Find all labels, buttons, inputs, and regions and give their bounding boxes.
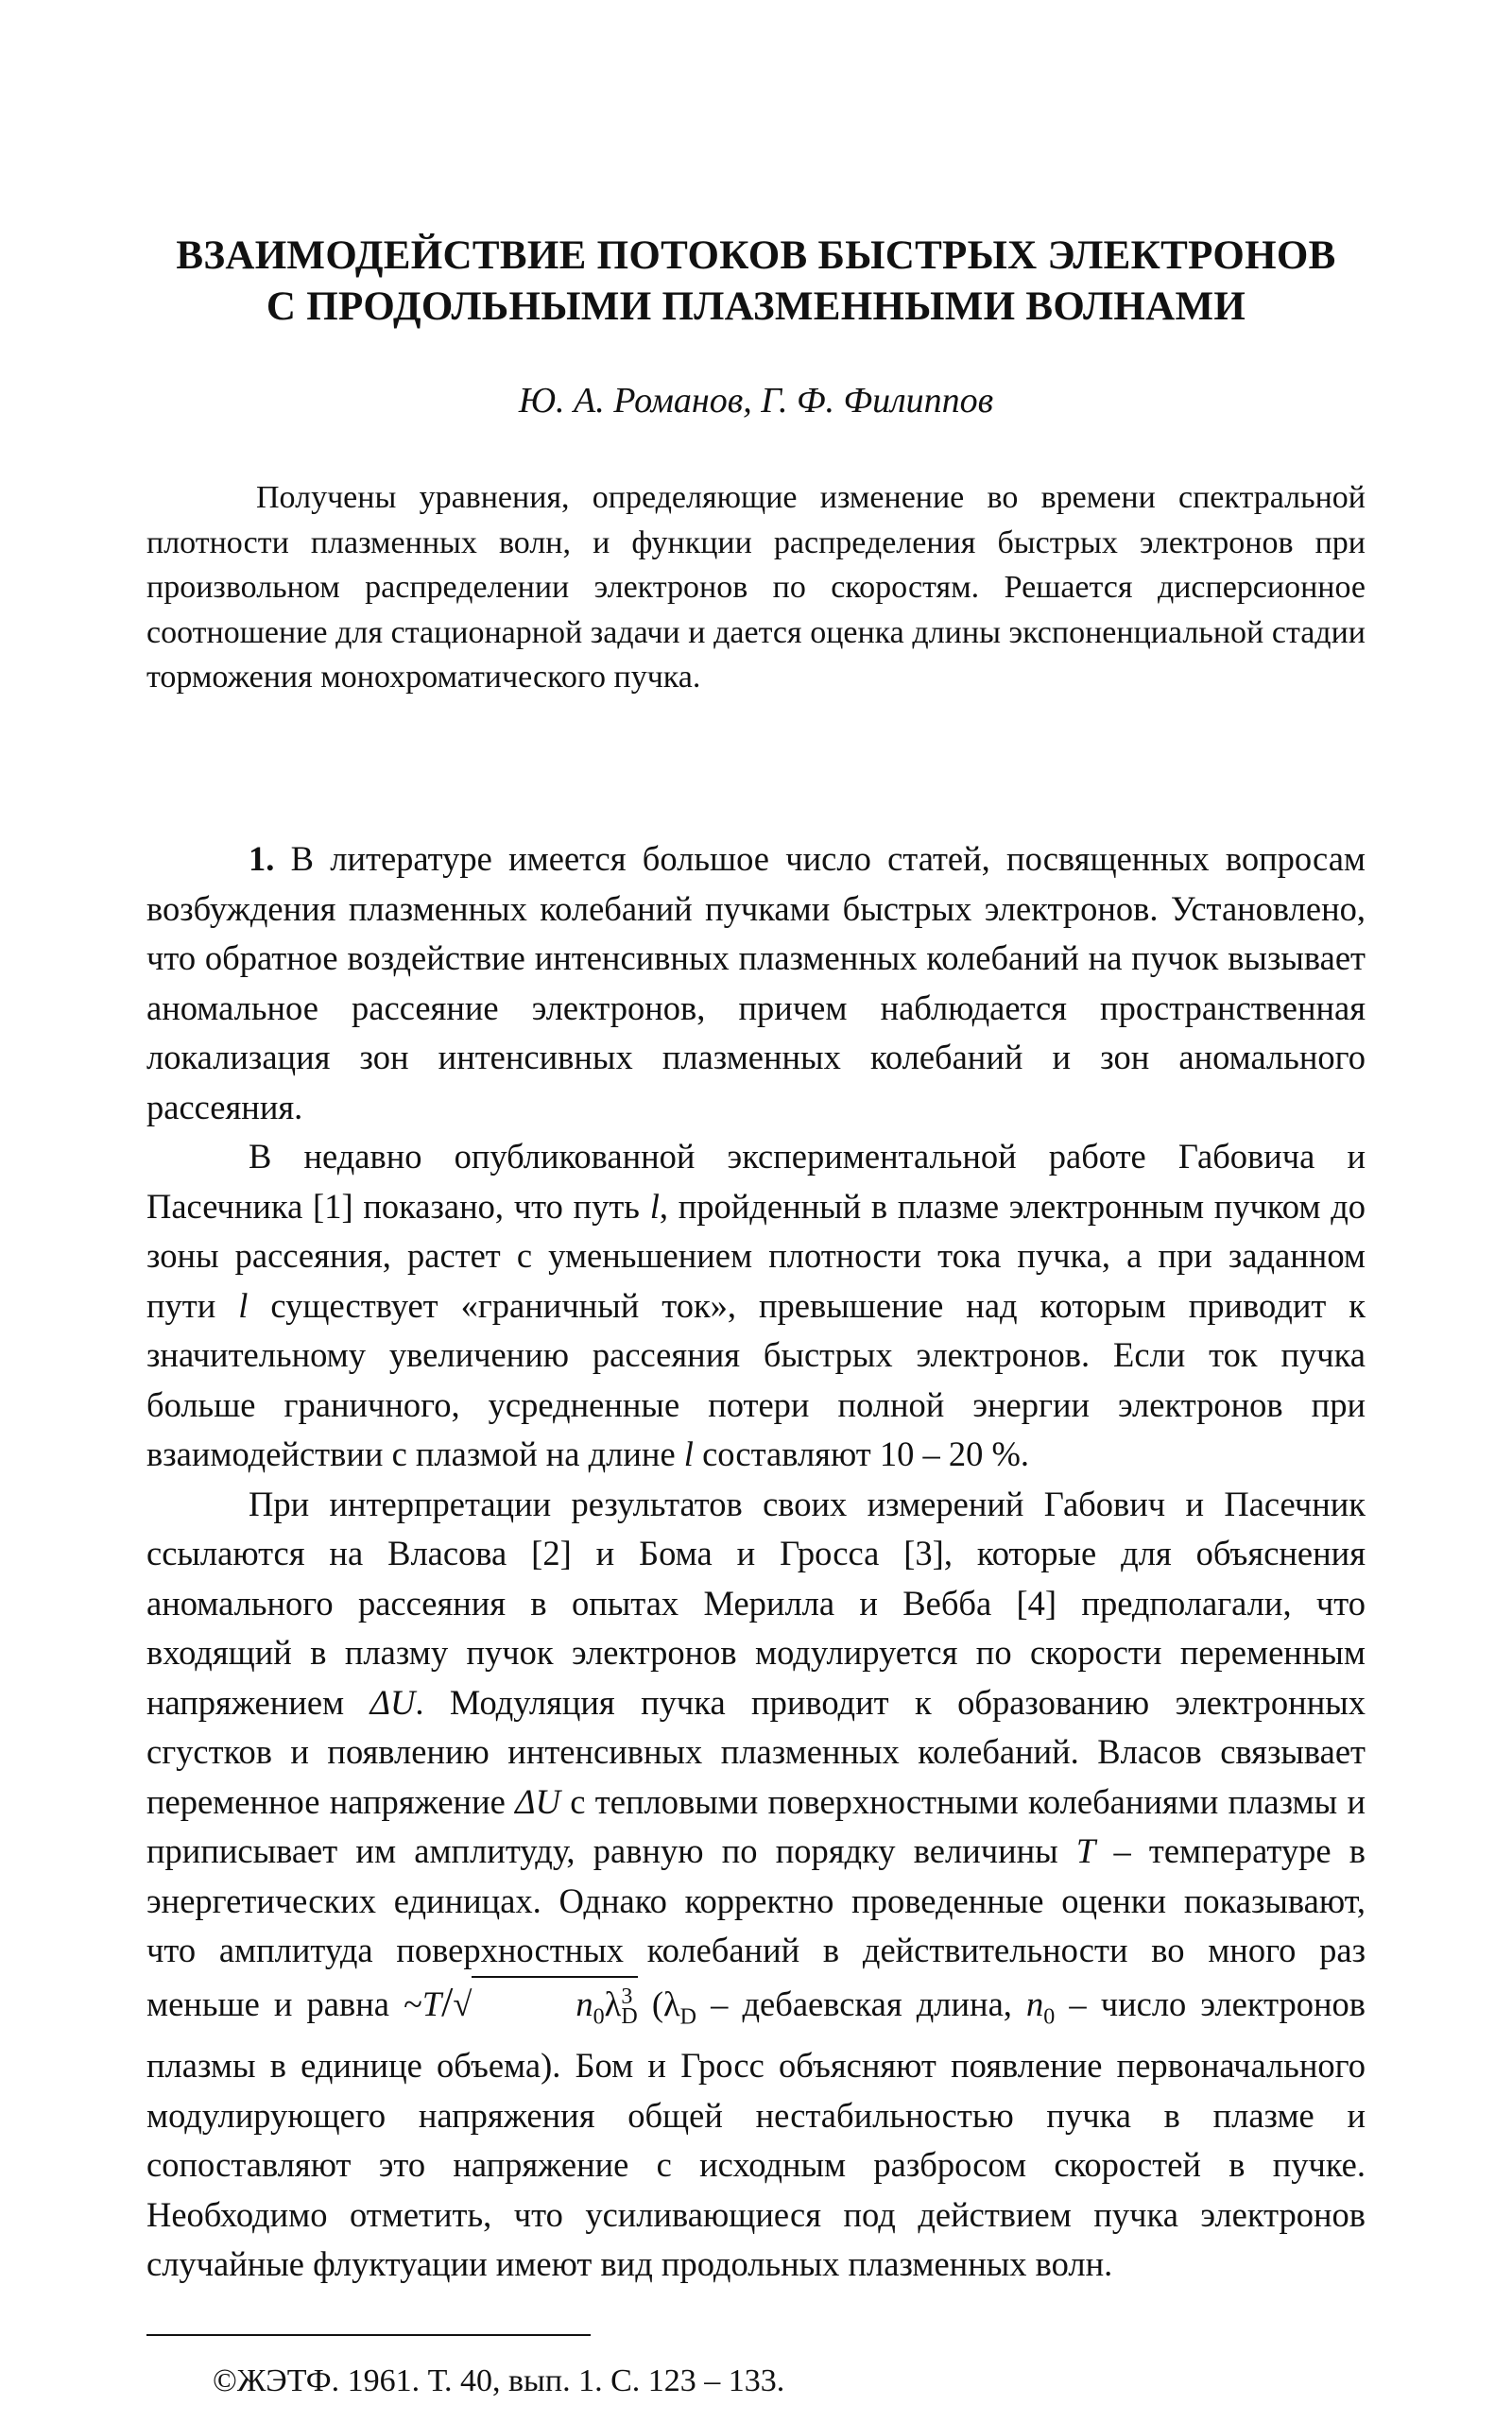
p3-text-c: с тепловыми поверхностными колебаниями плазмы и приписывает им амплитуду, равную по порядку величины: [146, 1781, 1366, 1870]
p3-text-g: – число: [1069, 1984, 1187, 2023]
var-delta-u: ΔU: [369, 1682, 416, 1722]
article-title: [94, 231, 1418, 333]
footnote-citation: ©ЖЭТФ. 1961. Т. 40, вып. 1. С. 123 – 133.: [213, 2363, 785, 2398]
var-n0: n: [1026, 1984, 1044, 2023]
p3-text-a: При интерпретации результатов своих измерений Габович и Пасечник ссылаются на Власова [2] и Бома и Гросса [3], которые для объяснения аномального рассеяния в опытах Мерилла и Вебба [4] предполагали, что входящий в плазму пучок электронов модулируется по скорости переменным напряжением: [146, 1484, 1366, 1722]
var-l: l: [238, 1285, 249, 1325]
p3-text-b: . Модуляция пучка приводит к образованию электронных сгустков и появлению интенсивных плазменных колебаний. Власов связывает переменное напряжение: [146, 1682, 1366, 1821]
paragraph-1-text: В литературе имеется большое число статей, посвященных вопросам возбуждения плазменных колебаний пучками быстрых электронов. Установлено, что обратное воздействие интенсивных плазменных колебаний на пучок вызывает аномальное рассеяние электронов, причем наблюдается пространственная локализация зон интенсивных плазменных колебаний и зон аномального рассеяния.: [146, 839, 1366, 1126]
p3-text-h: электронов плазмы в единице объема). Бом и Гросс объясняют появление первоначального модулирующего напряжения общей нестабильностью пучка в плазме и сопоставляют это напряжение с исходным разбросом скоростей в пучке. Необходимо отметить, что усиливающиеся под действием пучка электронов случайные флуктуации имеют вид продольных плазменных волн.: [146, 1984, 1366, 2284]
p3-formula-pre: во много раз меньше и равна ~: [146, 1931, 1366, 2023]
p2-text-b: , пройденный в плазме электронным пучком до зоны рассеяния, растет с уменьшением плотности тока пучка, а при заданном пути: [146, 1186, 1366, 1325]
title-line-1: ВЗАИМОДЕЙСТВИЕ ПОТОКОВ БЫСТРЫХ ЭЛЕКТРОНОВ: [176, 233, 1336, 278]
article-body: [146, 834, 1366, 2290]
var-l: l: [683, 1434, 694, 1473]
subscript-0: 0: [1043, 2003, 1056, 2029]
paragraph-3: [146, 1480, 1366, 2290]
authors: Ю. А. Романов, Г. Ф. Филиппов: [518, 381, 994, 421]
p3-text-f: – дебаевская длина,: [711, 1984, 1012, 2023]
p3-text-e: (λ: [651, 1984, 680, 2023]
section-number: 1.: [249, 839, 275, 878]
paragraph-1: [146, 834, 1366, 1132]
subscript-d: D: [679, 2003, 697, 2029]
p2-text-a: В недавно опубликованной экспериментальной работе Габовича и Пасечника [1] показано, что путь: [146, 1137, 1366, 1226]
p3-text-d: – температуре в энергетических единицах. Однако корректно проведенные оценки показывают, что амплитуда поверхностных колебаний в действительности: [146, 1831, 1366, 1969]
paragraph-2: [146, 1132, 1366, 1480]
var-t: T: [1075, 1831, 1096, 1870]
abstract-text: Получены уравнения, определяющие изменение во времени спектральной плотности плазменных волн, и функции распределения быстрых электронов при произвольном распределении электронов по скоростям. Решается дисперсионное соотношение для стационарной задачи и дается оценка длины экспоненциальной стадии торможения монохроматического пучка.: [146, 480, 1366, 695]
p2-text-c: существует «граничный ток», превышение над которым приводит к значительному увеличению рассеяния быстрых электронов. Если ток пучка больше граничного, усредненные потери полной энергии электронов при взаимодействии с плазмой на длине: [146, 1285, 1366, 1473]
formula-radicand: $n_0\lambda^3_D$: [472, 1976, 637, 2036]
abstract: [146, 475, 1366, 700]
p2-text-d: составляют 10 – 20 %.: [702, 1434, 1029, 1473]
footnote-divider: [146, 2334, 591, 2336]
var-l: l: [649, 1186, 660, 1226]
formula-amplitude: T/√ $n_0\lambda^3_D$: [422, 1984, 638, 2023]
title-line-2: С ПРОДОЛЬНЫМИ ПЛАЗМЕННЫМИ ВОЛНАМИ: [266, 284, 1246, 329]
var-delta-u: ΔU: [515, 1781, 560, 1821]
